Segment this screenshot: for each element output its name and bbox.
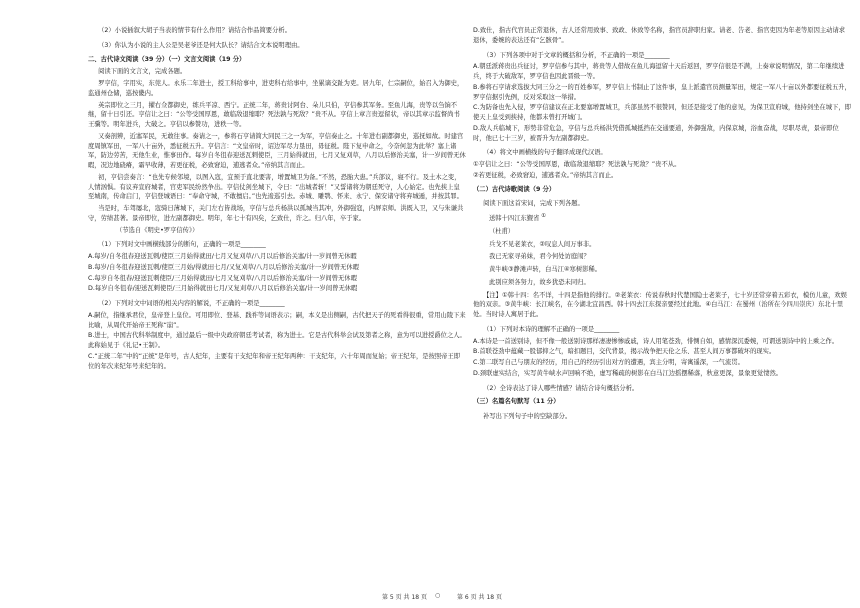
section-heading-poetry: （二）古代诗歌阅读（9 分）	[473, 185, 556, 193]
option-c[interactable]: C.第二联写自己与朋友的经历，用自己的经历引出对方的遭遇，宾主分明，寄寓遥深，一气流贯。	[473, 359, 744, 367]
translate-sentence-1: ①亨信让之曰：“公等受国厚恩，敢临敌退缩耶？死法孰与死敌？”贵不从。	[473, 161, 681, 168]
passage-paragraph-1: 罗亨信，字用实，东莞人。永乐二年进士，授工科给事中，进吏科右给事中，坐累谪交趾为吏。居九年，仁宗嗣位，始召入为御史，监通州仓储，巡按畿内。	[88, 80, 464, 97]
center-circle-icon: ○	[435, 592, 441, 599]
section-heading-classical: 二、古代诗文阅读（39 分）（一）文言文阅读（19 分）	[88, 55, 246, 63]
poetry-question-1: （1）下列对本诗的理解不正确的一项是________	[483, 325, 620, 333]
question-4-translate: （4）将文中画横线的句子翻译成现代汉语。	[483, 149, 607, 157]
poem-line: 我已无家寻弟妹，君今何处访庭闱？	[489, 253, 590, 261]
passage-paragraph-5: 当是时，车驾屡北，寇骑日薄城下，关门左右皆战场，亨信与总兵杨洪以孤城当其冲，外御强寇，内屏京师。洪既入卫，又与朱谦共守，劳绩甚著。景帝即位，进左副都御史。明年，年七十有四矣，乞致仕，许之。归八年，卒于家。	[88, 205, 464, 222]
option-d[interactable]: D.敌人兵临城下，形势非常危急，亨信与总兵杨洪凭借孤城抵挡在交通要道，外御强敌，内保京城，浴血奋战，尽职尽责，景帝即位时，他已七十三岁，被晋升为左副都御史。	[473, 124, 839, 142]
page-number-left: 第 5 页 共 18 页	[382, 594, 427, 601]
translate-sentence-2: ②若更征税，必致窘迫，逋逃者众。”帝纳其言而止。	[473, 171, 618, 179]
poetry-question-2: （2）全诗表达了诗人哪些情感？请结合诗句概括分析。	[483, 384, 639, 392]
passage-paragraph-3: 又奏剖辨，近塞军民，无敢往事。奏请之一，参将石亨请简大同民三之一为军，亨信奏止之。十年进右副都御史，巡抚如故。时建宫度周镇军田，一军八十亩外，悉征税五升。亨信言：“文皇帝时，诏边军尽力垦田，毋征税。陛下复申命之，今奈何忽为此举？塞上诸军，防边劳苦，无他生业，惟事田作。每岁自冬徂春迎送瓦剌使臣，三月始得就田，七月又复刈草，八月以后修治关塞，计一岁间曾无休暇，况边地硗瘠，霜早收薄，若更征税，必致窘迫，逋逃者众。”帝纳其言而止。	[88, 132, 466, 169]
poem-line: 兵戈不见老莱衣，②叹息人间万事非。	[489, 240, 596, 248]
page-number-right: 第 6 页 共 18 页	[457, 594, 502, 601]
option-c[interactable]: C.每岁自冬徂春/迎送瓦剌使臣/三月始得就田/七月又复刈草/八月以后修治关塞/计一岁间曾无休暇	[88, 274, 357, 282]
option-b[interactable]: B.首联苍劲中蕴藏一股郁抑之气，暗扣题目，交代背景，揭示战争把天伦之乐、甚至人间万事都破坏的现实。	[473, 348, 776, 356]
option-a[interactable]: A.朝廷派蒋贵出兵征讨，罗亨信参与其中，蒋贵等人借故在鱼儿海逗留十天后返回，罗亨信很是不满，上奏章说明情况，第二年继续进兵，终于大破敌军，罗亨信也因此晋级一等。	[473, 63, 845, 80]
question-3-novel: （3）你认为小说的主人公是吴老爷还是何大队长？请结合文本说明理由。	[98, 41, 304, 49]
option-d[interactable]: D.每岁自冬徂春/迎送瓦剌使臣/三月始得就田七月/又复刈草/八月以后修治关塞/计一岁间曾无休暇	[88, 285, 358, 293]
passage-source: （节选自《明史•罗亨信传》）	[116, 226, 199, 234]
reading-instruction: 阅读下面的文言文，完成各题。	[98, 68, 187, 76]
question-1-punctuation: （1）下列对文中画横线部分的断句，正确的一项是________	[98, 241, 266, 249]
question-2-terms: （2）下列对文中词语的相关内容的解说，不正确的一项是________	[98, 300, 285, 307]
left-page-column	[88, 26, 466, 372]
recitation-instruction: 补写出下列句子中的空缺部分。	[483, 413, 572, 421]
option-b[interactable]: B.每岁/自冬徂春迎送瓦剌/使臣三月始/得就田七月/又复刈草/八月以后修治关塞/计一岁间曾无休暇	[88, 263, 359, 271]
passage-paragraph-2: 英宗即位之三月，擢右佥都御史，练兵平凉、西宁。正统二年，蒋贵讨阿台、朵儿只伯，亨信参其军务。至鱼儿海，贵等以刍饷不继，留十日引还。亨信让之曰：“公等受国厚恩，敢临敌退缩耶？死法孰与死敌？”贵不从。亨信上章言贵逗留状，帝以其章示监督尚书王骥等。明年进兵，大破之。亨信以参赞功，进秩一等。	[88, 101, 460, 128]
option-c[interactable]: C.“正统二年”中的“正统”是年号，古人纪年，主要有干支纪年和帝王纪年两种：干支纪年，六十年周而复始；帝王纪年，是按照帝王即位的年次来纪年号来纪年的。	[88, 352, 461, 370]
option-d[interactable]: D.致仕，指古代官员正常退休，古人还常用致事、致政、休致等名称，指官员辞职归家。请老、告老、指官吏因为年老等原因主动请求退休，委婉的表达还有“乞骸骨”。	[473, 27, 846, 44]
option-a[interactable]: A.本诗是一首送别诗，但不像一般送别诗那样凄凄惨惨戚戚，诗人用笔苍劲，悱恻自如，感情深沉委婉，可谓送别诗中的上乘之作。	[473, 337, 839, 345]
question-3-summary: （3）下列各项中对于文章的概括和分析，不正确的一项是________	[483, 51, 670, 59]
option-c[interactable]: C.为防备也先入侵，罗亨信建议在正北要塞增置城卫，兵部虽然不很赞同，但还是接受了他的意见，为保卫宣府城，他持剑坐在城下，即使天上皇受到挟持，他都未曾打开城门。	[473, 104, 851, 121]
option-a[interactable]: A.每岁/自冬徂春迎送瓦剌/使臣三月始得就田/七月又复刈草/八月以后修治关塞/计一岁间曾无休暇	[88, 253, 357, 260]
section-heading-recitation: （三）名篇名句默写（11 分）	[473, 398, 560, 406]
option-a[interactable]: A.嗣位，指继承君位，皇帝登上皇位。可用即位、登基、践祚等词语表示；嗣，本义是出侧嗣，古代把天子的死看得很重，常用山陵下来比喻，从周代开始帝王死称“崩”。	[88, 311, 466, 329]
option-b[interactable]: B.进士，中国古代科举制度中，通过最后一级中央政府朝廷考试者，称为进士。它是古代科举会试及第者之称，意为可以进授爵位之人。此称始见于《礼记•王制》。	[88, 332, 466, 349]
poem-line: 此别应须各努力，故乡犹恐未同归。	[489, 278, 590, 286]
right-page-column	[473, 26, 851, 424]
passage-paragraph-4: 初，亨信尝奏言：“也先专候邻境，以图入寇，宜预于直北要害，增置城卫为备。”不然，恐胎大患。”兵部议，寝不行。及土木之变，人情汹惧。有议弃宣府城者，官吏军民纷然争出。亨信仗剑坐城下，令曰：“出城者斩！”又誓诸将为朝廷死守，人心始定。也先挟上皇至城南，传命启门，亨信登城语曰：“奉命守城，不敢擅启。”也先逡巡引去。赤城、雕鹗、怀来、永宁、保安诸守将弃城遁，并按其罪。	[88, 173, 463, 201]
poem-line: 黄牛峡③静滩声转，白马江④寒树影稀。	[489, 266, 602, 274]
poetry-instruction: 阅读下面这首宋词，完成下列各题。	[483, 200, 584, 208]
option-b[interactable]: B.参将石亨请求选拔大同三分之一的百姓参军，罗亨信上书制止了这件事，皇上派遣官员测量军田，规定一军八十亩以外都要征税五升，罗亨信据引先例，反对采取这一举措。	[473, 83, 851, 101]
option-d[interactable]: D.颈联虚实结合，实写黄牛峡水声回响不绝，虚写稀疏的树影在白马江边摇摆稀落，秋意更深，景象更觉悽然。	[473, 369, 783, 377]
poem-notes: 【注】①韩十四：名不详，十四是指他的排行。②老莱衣：传说春秋时代楚国隐士老莱子，七十岁还常穿着五彩衣，模仿儿童，欢娱他的双亲。③黄牛峡：长江峡名，在今湖北宜昌西。韩十四去江东探亲要经过此地。④白马江：在蜀州（治所在今四川崇庆）东北十里处。当时诗人寓居于此。	[473, 291, 847, 319]
poem-title: 送韩十四江东觐省 ①	[489, 213, 547, 223]
poem-author: （杜甫）	[489, 227, 515, 235]
question-2-novel: （2）小说插叙大胡子当表的情节有什么作用？请结合作品简要分析。	[98, 27, 291, 34]
